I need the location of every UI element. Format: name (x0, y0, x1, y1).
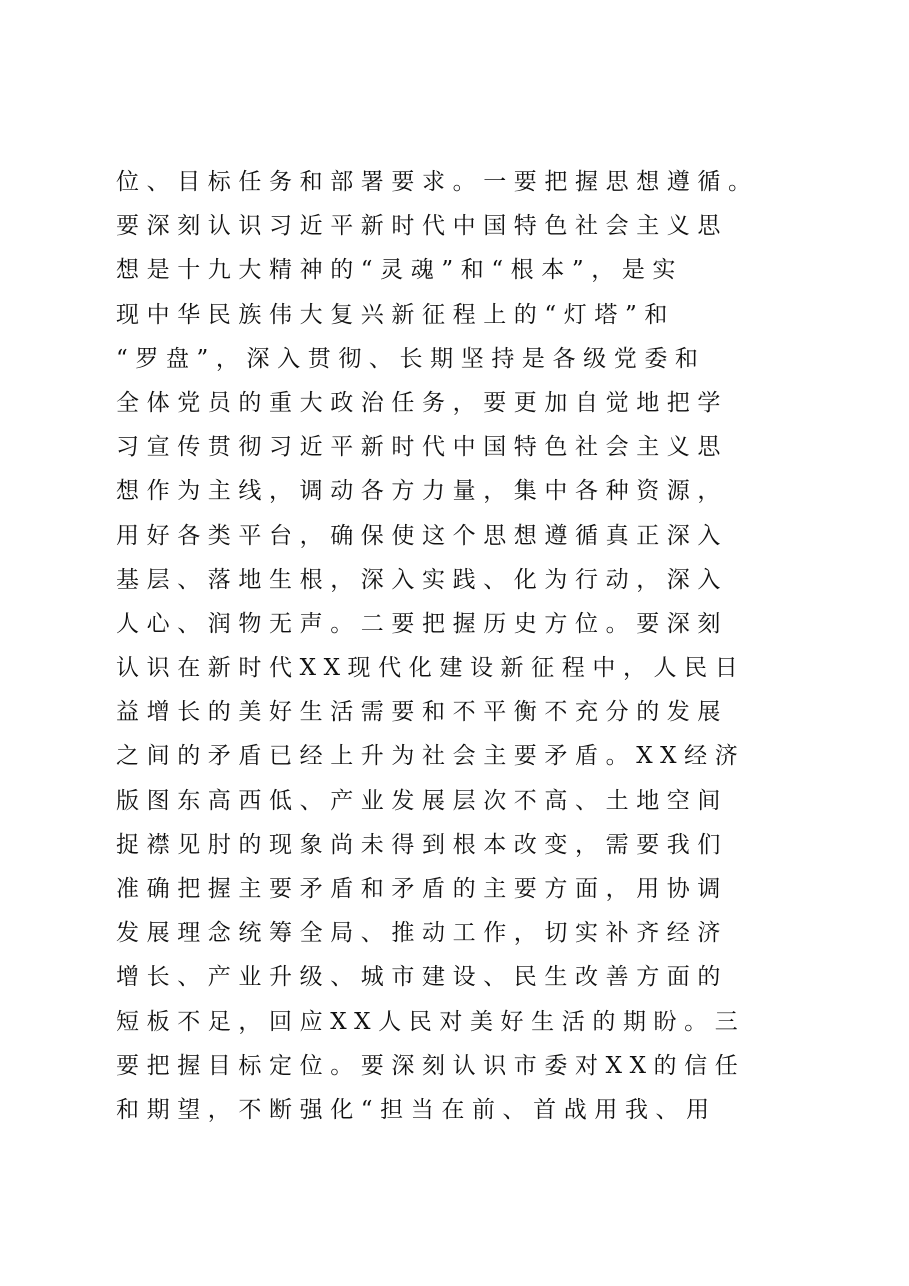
text-line: 益增长的美好生活需要和不平衡不充分的发展 (116, 699, 728, 726)
text-line: 和期望，不断强化“担当在前、首战用我、用 (116, 1096, 717, 1123)
text-line: 短板不足，回应XX人民对美好生活的期盼。三 (116, 1008, 746, 1035)
text-line: “罗盘”，深入贯彻、长期坚持是各级党委和 (116, 345, 706, 372)
text-line: 想是十九大精神的“灵魂”和“根本”，是实 (116, 257, 684, 284)
text-line: 版图东高西低、产业发展层次不高、土地空间 (116, 787, 728, 814)
text-line: 要把握目标定位。要深刻认识市委对XX的信任 (116, 1052, 746, 1079)
text-line: 想作为主线，调动各方力量，集中各种资源， (116, 478, 728, 505)
text-line: 准确把握主要矛盾和矛盾的主要方面，用协调 (116, 876, 728, 902)
text-line: 之间的矛盾已经上升为社会主要矛盾。XX经济 (116, 743, 746, 770)
text-line: 位、目标任务和部署要求。一要把握思想遵循。 (116, 169, 759, 195)
text-line: 现中华民族伟大复兴新征程上的“灯塔”和 (116, 301, 675, 328)
text-line: 人心、润物无声。二要把握历史方位。要深刻 (116, 610, 728, 637)
text-line: 发展理念统筹全局、推动工作，切实补齐经济 (116, 920, 728, 947)
text-line: 基层、落地生根，深入实践、化为行动，深入 (116, 566, 728, 593)
text-line: 增长、产业升级、城市建设、民生改善方面的 (116, 964, 728, 991)
text-line: 要深刻认识习近平新时代中国特色社会主义思 (116, 213, 728, 240)
text-line: 习宣传贯彻习近平新时代中国特色社会主义思 (116, 434, 728, 461)
text-line: 捉襟见肘的现象尚未得到根本改变，需要我们 (116, 831, 728, 858)
text-line: 全体党员的重大政治任务，要更加自觉地把学 (116, 389, 728, 416)
body-paragraph (116, 160, 796, 1132)
text-line: 用好各类平台，确保使这个思想遵循真正深入 (116, 522, 728, 549)
text-line: 认识在新时代XX现代化建设新征程中，人民日 (116, 655, 746, 682)
